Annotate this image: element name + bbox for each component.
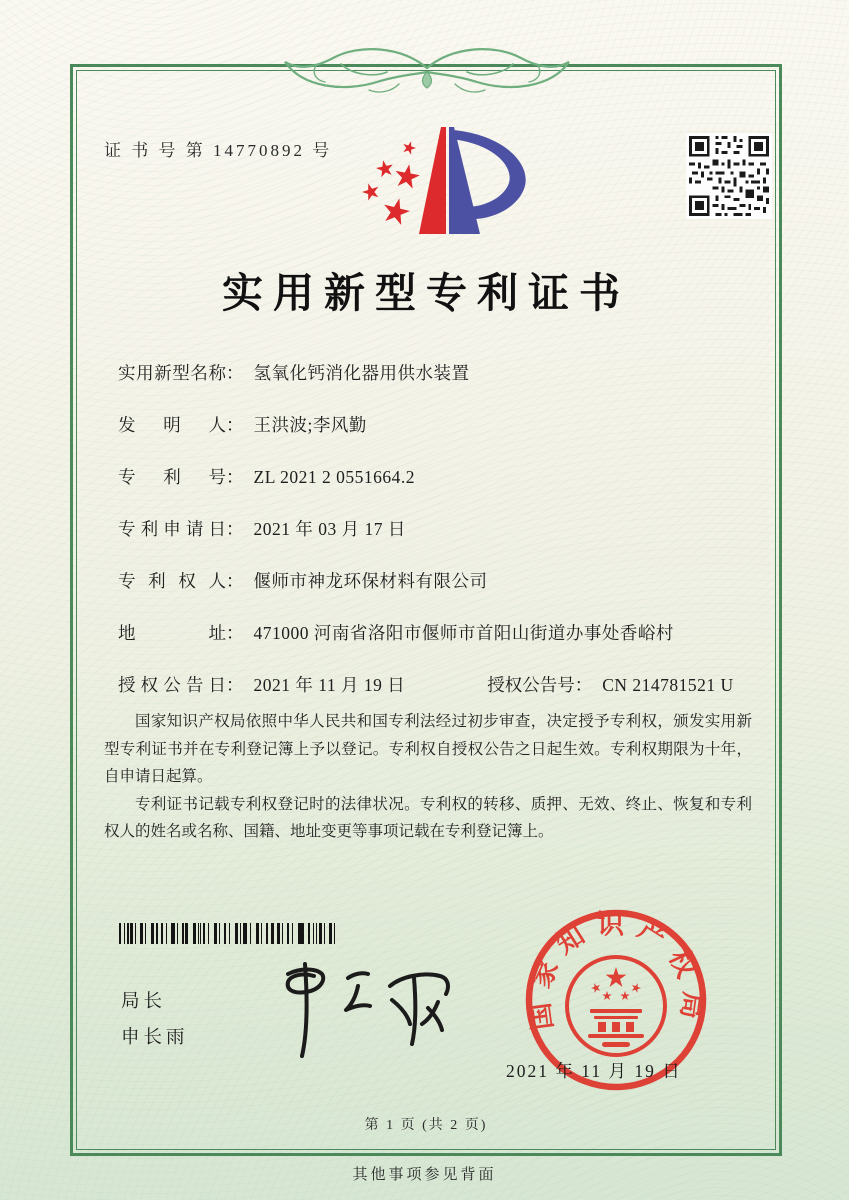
field-value: 王洪波;李风勤 [253, 415, 367, 435]
field-value: 2021 年 03 月 17 日 [253, 519, 406, 539]
field-row-grant: 授权公告日 ： 2021 年 11 月 19 日 授权公告号 ： CN 214781521 U [118, 672, 748, 694]
back-side-note: 其他事项参见背面 [352, 1167, 497, 1183]
field-row-patentee: 专利权人 ： 偃师市神龙环保材料有限公司 [118, 568, 748, 590]
barcode [119, 923, 336, 944]
certificate-title: 实用新型专利证书 [222, 270, 630, 316]
legal-body-text [104, 708, 752, 846]
grant-number-value: CN 214781521 U [602, 675, 734, 695]
field-row-address: 地址 ： 471000 河南省洛阳市偃师市首阳山街道办事处香峪村 [118, 620, 748, 642]
qr-code [686, 133, 772, 219]
legal-paragraph-1: 国家知识产权局依照中华人民共和国专利法经过初步审查，决定授予专利权，颁发实用新型专利证书并在专利登记簿上予以登记。专利权自授权公告之日起生效。专利权期限为十年，自申请日起算。 [104, 713, 752, 785]
field-list [118, 360, 748, 724]
handwritten-signature [242, 952, 467, 1067]
field-value: 氢氧化钙消化器用供水装置 [253, 363, 470, 383]
signer-name: 申长雨 [121, 1028, 189, 1048]
field-label: 专利申请日 [118, 519, 226, 539]
border-flourish-ornament [281, 38, 573, 112]
seal-date: 2021 年 11 月 19 日 [506, 1061, 682, 1081]
field-row-patent-number: 专利号 ： ZL 2021 2 0551664.2 [118, 464, 748, 486]
grant-date-value: 2021 年 11 月 19 日 [253, 675, 406, 695]
field-label: 专利号 [118, 467, 226, 487]
field-label: 专利权人 [118, 571, 226, 591]
field-row-filing-date: 专利申请日 ： 2021 年 03 月 17 日 [118, 516, 748, 538]
field-row-invention-name: 实用新型名称 ： 氢氧化钙消化器用供水装置 [118, 360, 748, 382]
national-emblem [567, 957, 665, 1055]
grant-number-group: 授权公告号 ： CN 214781521 U [487, 672, 733, 697]
seal-text: 国家知识产权局 [523, 909, 709, 1032]
cnipa-logo [352, 122, 544, 240]
grant-number-label: 授权公告号 [487, 675, 575, 695]
field-value: 471000 河南省洛阳市偃师市首阳山街道办事处香峪村 [253, 623, 674, 643]
grant-date-label: 授权公告日 [118, 675, 226, 695]
field-label: 发明人 [118, 415, 226, 435]
page-number: 第 1 页 (共 2 页) [364, 1118, 488, 1133]
certificate-number: 证 书 号 第 14770892 号 [104, 141, 333, 160]
legal-paragraph-2: 专利证书记载专利权登记时的法律状况。专利权的转移、质押、无效、终止、恢复和专利权人的姓名或名称、国籍、地址变更等事项记载在专利登记簿上。 [104, 795, 752, 840]
field-label: 地址 [118, 623, 226, 643]
signer-title: 局长 [121, 992, 167, 1012]
field-value: 偃师市神龙环保材料有限公司 [253, 571, 488, 591]
field-label: 实用新型名称 [118, 363, 226, 383]
signer-block [121, 984, 189, 1056]
field-row-inventors: 发明人 ： 王洪波;李风勤 [118, 412, 748, 434]
field-value: ZL 2021 2 0551664.2 [253, 467, 415, 487]
